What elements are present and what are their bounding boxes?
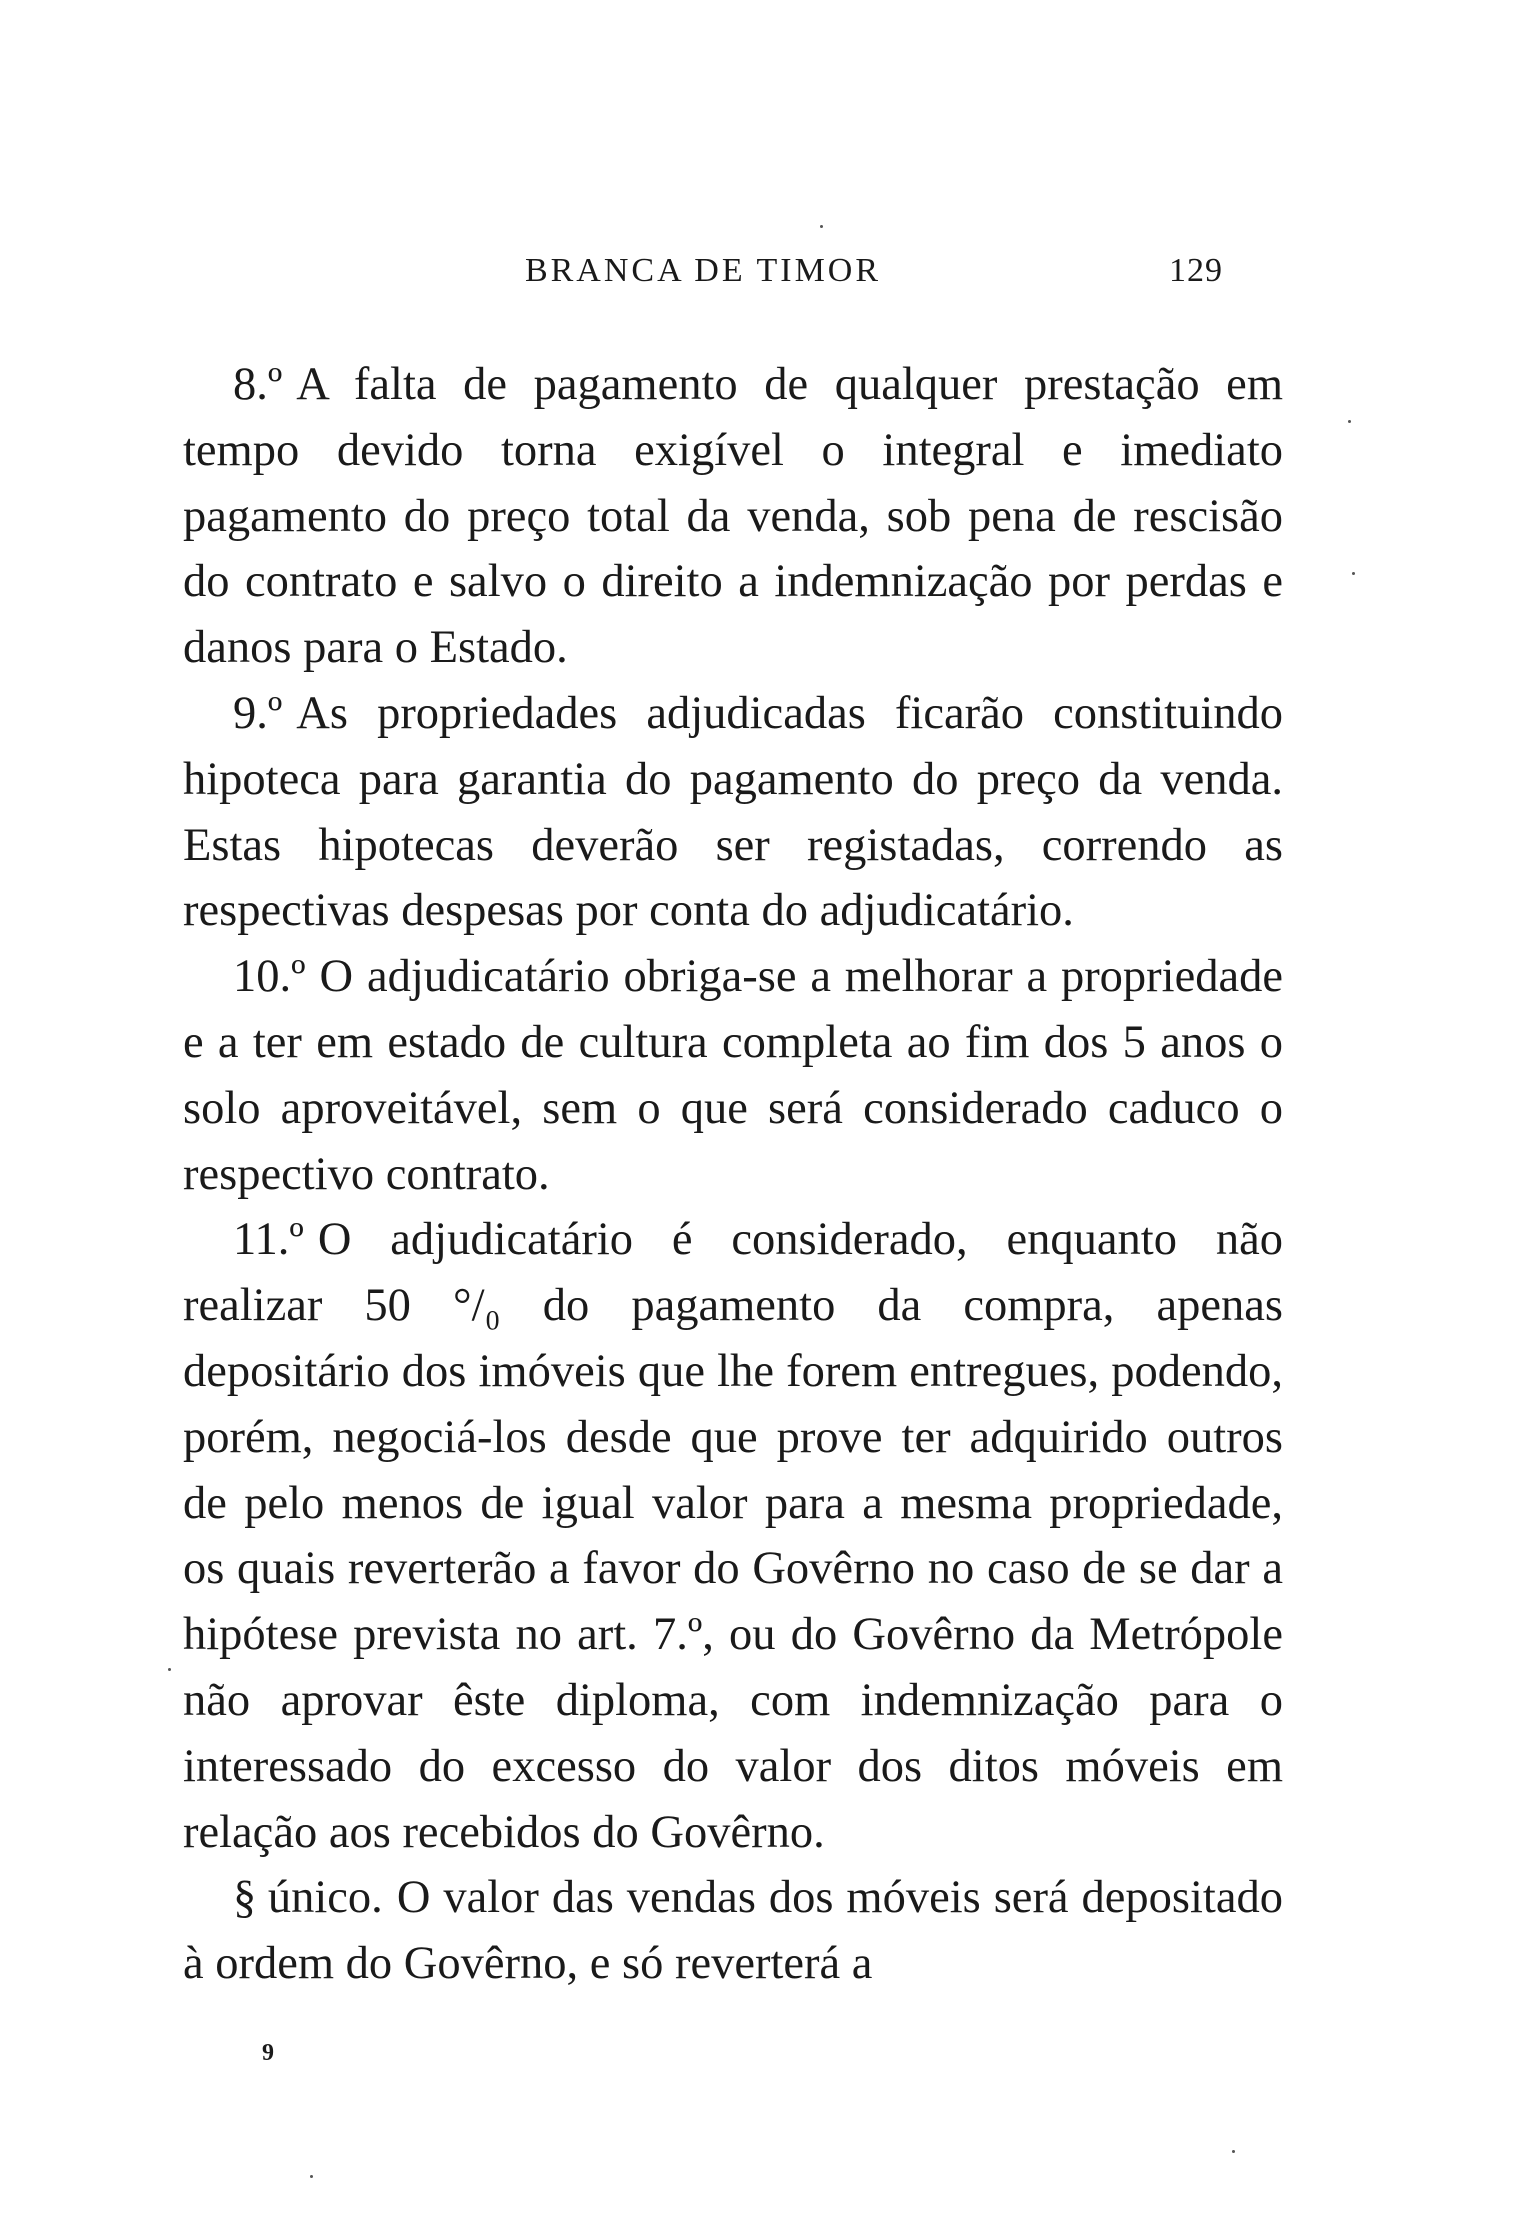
paragraph-8	[183, 352, 1283, 681]
paragraph-10	[183, 944, 1283, 1207]
paragraph-text: As propriedades adjudicadas ficarão constituindo hipoteca para garantia do pagamento do preço da venda. Estas hipotecas deverão ser registadas, correndo as respectivas despesas por conta do adjudicatário.	[183, 687, 1283, 937]
paper-speck	[310, 2175, 313, 2178]
signature-mark: 9	[262, 2040, 274, 2066]
paper-speck	[168, 1668, 171, 1671]
paragraph-number: 11.º	[233, 1214, 304, 1266]
paragraph-text: O valor das vendas dos móveis será depositado à ordem do Govêrno, e só reverterá a	[183, 1872, 1283, 1990]
paper-speck	[1348, 420, 1351, 423]
page-number: 129	[1169, 252, 1223, 289]
paragraph-11	[183, 1207, 1283, 1865]
running-title: BRANCA DE TIMOR	[524, 252, 882, 289]
paragraph-text: O adjudicatário obriga-se a melhorar a propriedade e a ter em estado de cultura completa ao fim dos 5 anos o solo aproveitável, sem o que será considerado caduco o respectivo contrato.	[183, 951, 1283, 1200]
paragraph-number: 10.º	[233, 951, 306, 1003]
paragraph-9	[183, 681, 1283, 944]
running-head	[183, 252, 1223, 302]
paragraph-number: 8.º	[233, 359, 283, 410]
paragraph-number: 9.º	[233, 687, 283, 739]
body-text	[183, 352, 1283, 1997]
paragraph-text: O adjudicatário é considerado, enquanto não realizar 50 °/₀ do pagamento da compra, apenas depositário dos imóveis que lhe forem entregues, podendo, porém, negociá-los desde que prove ter adquirido outros de pelo menos de igual valor para a mesma propriedade, os quais reverterão a favor do Govêrno no caso de se dar a hipótese prevista no art. 7.º, ou do Govêrno da Metrópole não aprovar êste diploma, com indemnização para o interessado do excesso do valor dos ditos móveis em relação aos recebidos do Govêrno.	[183, 1214, 1283, 1858]
paper-speck	[820, 225, 823, 228]
paper-speck	[1232, 2150, 1235, 2153]
paragraph-number: § único.	[233, 1872, 383, 1924]
paragraph-text: A falta de pagamento de qualquer prestação em tempo devido torna exigível o integral e imediato pagamento do preço total da venda, sob pena de rescisão do contrato e salvo o direito a indemnização por perdas e danos para o Estado.	[183, 359, 1283, 674]
paper-speck	[1352, 572, 1355, 575]
paragraph-unico	[183, 1865, 1283, 1997]
